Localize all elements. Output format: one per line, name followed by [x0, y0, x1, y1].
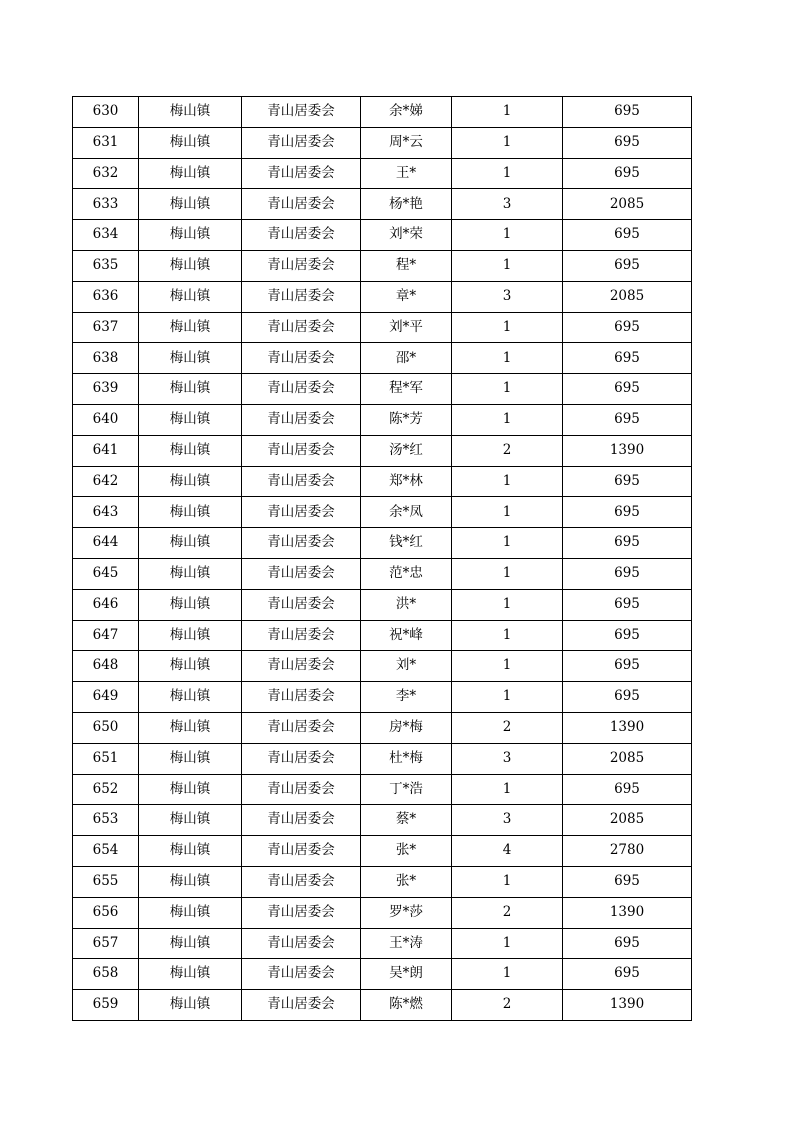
committee-cell: 青山居委会 — [242, 805, 361, 836]
amount-cell: 2780 — [563, 836, 692, 867]
name-cell: 陈*燃 — [361, 990, 452, 1021]
committee-cell: 青山居委会 — [242, 250, 361, 281]
serial-number-cell: 648 — [73, 651, 139, 682]
committee-cell: 青山居委会 — [242, 497, 361, 528]
name-cell: 张* — [361, 836, 452, 867]
amount-cell: 695 — [563, 404, 692, 435]
committee-cell: 青山居委会 — [242, 312, 361, 343]
town-cell: 梅山镇 — [139, 250, 242, 281]
committee-cell: 青山居委会 — [242, 189, 361, 220]
serial-number-cell: 658 — [73, 959, 139, 990]
committee-cell: 青山居委会 — [242, 435, 361, 466]
table-row — [73, 435, 692, 466]
serial-number-cell: 636 — [73, 281, 139, 312]
amount-cell: 695 — [563, 774, 692, 805]
table-row — [73, 466, 692, 497]
committee-cell: 青山居委会 — [242, 281, 361, 312]
amount-cell: 695 — [563, 651, 692, 682]
count-cell: 1 — [452, 866, 563, 897]
serial-number-cell: 652 — [73, 774, 139, 805]
count-cell: 1 — [452, 620, 563, 651]
committee-cell: 青山居委会 — [242, 466, 361, 497]
town-cell: 梅山镇 — [139, 220, 242, 251]
count-cell: 1 — [452, 127, 563, 158]
name-cell: 程* — [361, 250, 452, 281]
town-cell: 梅山镇 — [139, 528, 242, 559]
name-cell: 李* — [361, 682, 452, 713]
town-cell: 梅山镇 — [139, 281, 242, 312]
town-cell: 梅山镇 — [139, 805, 242, 836]
table-row — [73, 281, 692, 312]
serial-number-cell: 632 — [73, 158, 139, 189]
count-cell: 1 — [452, 374, 563, 405]
serial-number-cell: 639 — [73, 374, 139, 405]
committee-cell: 青山居委会 — [242, 158, 361, 189]
name-cell: 王* — [361, 158, 452, 189]
amount-cell: 1390 — [563, 435, 692, 466]
count-cell: 1 — [452, 651, 563, 682]
committee-cell: 青山居委会 — [242, 220, 361, 251]
serial-number-cell: 650 — [73, 712, 139, 743]
amount-cell: 2085 — [563, 805, 692, 836]
serial-number-cell: 638 — [73, 343, 139, 374]
town-cell: 梅山镇 — [139, 158, 242, 189]
committee-cell: 青山居委会 — [242, 866, 361, 897]
table-row — [73, 866, 692, 897]
serial-number-cell: 647 — [73, 620, 139, 651]
count-cell: 1 — [452, 250, 563, 281]
committee-cell: 青山居委会 — [242, 774, 361, 805]
serial-number-cell: 643 — [73, 497, 139, 528]
name-cell: 王*涛 — [361, 928, 452, 959]
amount-cell: 695 — [563, 866, 692, 897]
committee-cell: 青山居委会 — [242, 620, 361, 651]
amount-cell: 2085 — [563, 281, 692, 312]
serial-number-cell: 637 — [73, 312, 139, 343]
town-cell: 梅山镇 — [139, 928, 242, 959]
amount-cell: 695 — [563, 682, 692, 713]
amount-cell: 695 — [563, 466, 692, 497]
committee-cell: 青山居委会 — [242, 959, 361, 990]
name-cell: 章* — [361, 281, 452, 312]
town-cell: 梅山镇 — [139, 743, 242, 774]
name-cell: 钱*红 — [361, 528, 452, 559]
count-cell: 1 — [452, 466, 563, 497]
committee-cell: 青山居委会 — [242, 682, 361, 713]
count-cell: 1 — [452, 497, 563, 528]
serial-number-cell: 641 — [73, 435, 139, 466]
amount-cell: 695 — [563, 312, 692, 343]
count-cell: 1 — [452, 928, 563, 959]
count-cell: 2 — [452, 712, 563, 743]
amount-cell: 695 — [563, 343, 692, 374]
count-cell: 1 — [452, 312, 563, 343]
town-cell: 梅山镇 — [139, 651, 242, 682]
serial-number-cell: 645 — [73, 558, 139, 589]
town-cell: 梅山镇 — [139, 127, 242, 158]
count-cell: 1 — [452, 220, 563, 251]
count-cell: 1 — [452, 404, 563, 435]
table-row — [73, 558, 692, 589]
town-cell: 梅山镇 — [139, 774, 242, 805]
serial-number-cell: 631 — [73, 127, 139, 158]
name-cell: 蔡* — [361, 805, 452, 836]
amount-cell: 1390 — [563, 712, 692, 743]
table-row — [73, 343, 692, 374]
committee-cell: 青山居委会 — [242, 374, 361, 405]
committee-cell: 青山居委会 — [242, 558, 361, 589]
count-cell: 1 — [452, 682, 563, 713]
name-cell: 程*军 — [361, 374, 452, 405]
town-cell: 梅山镇 — [139, 712, 242, 743]
count-cell: 1 — [452, 158, 563, 189]
town-cell: 梅山镇 — [139, 589, 242, 620]
amount-cell: 695 — [563, 374, 692, 405]
table-row — [73, 743, 692, 774]
committee-cell: 青山居委会 — [242, 97, 361, 128]
table-row — [73, 589, 692, 620]
count-cell: 1 — [452, 343, 563, 374]
serial-number-cell: 656 — [73, 897, 139, 928]
table-row — [73, 682, 692, 713]
table-row — [73, 528, 692, 559]
committee-cell: 青山居委会 — [242, 127, 361, 158]
serial-number-cell: 635 — [73, 250, 139, 281]
committee-cell: 青山居委会 — [242, 343, 361, 374]
serial-number-cell: 651 — [73, 743, 139, 774]
serial-number-cell: 646 — [73, 589, 139, 620]
committee-cell: 青山居委会 — [242, 743, 361, 774]
table-row — [73, 189, 692, 220]
name-cell: 罗*莎 — [361, 897, 452, 928]
serial-number-cell: 644 — [73, 528, 139, 559]
name-cell: 郑*林 — [361, 466, 452, 497]
town-cell: 梅山镇 — [139, 374, 242, 405]
table-row — [73, 374, 692, 405]
amount-cell: 695 — [563, 528, 692, 559]
name-cell: 祝*峰 — [361, 620, 452, 651]
amount-cell: 1390 — [563, 990, 692, 1021]
name-cell: 周*云 — [361, 127, 452, 158]
table-row — [73, 127, 692, 158]
town-cell: 梅山镇 — [139, 866, 242, 897]
town-cell: 梅山镇 — [139, 836, 242, 867]
count-cell: 3 — [452, 805, 563, 836]
amount-cell: 2085 — [563, 189, 692, 220]
serial-number-cell: 640 — [73, 404, 139, 435]
committee-cell: 青山居委会 — [242, 712, 361, 743]
town-cell: 梅山镇 — [139, 312, 242, 343]
name-cell: 丁*浩 — [361, 774, 452, 805]
count-cell: 1 — [452, 959, 563, 990]
table-row — [73, 805, 692, 836]
count-cell: 1 — [452, 774, 563, 805]
name-cell: 刘*平 — [361, 312, 452, 343]
table-row — [73, 312, 692, 343]
serial-number-cell: 653 — [73, 805, 139, 836]
name-cell: 刘* — [361, 651, 452, 682]
town-cell: 梅山镇 — [139, 97, 242, 128]
name-cell: 杨*艳 — [361, 189, 452, 220]
name-cell: 杜*梅 — [361, 743, 452, 774]
amount-cell: 695 — [563, 959, 692, 990]
name-cell: 邵* — [361, 343, 452, 374]
amount-cell: 695 — [563, 620, 692, 651]
table-row — [73, 158, 692, 189]
table-row — [73, 220, 692, 251]
table-row — [73, 990, 692, 1021]
town-cell: 梅山镇 — [139, 682, 242, 713]
amount-cell: 695 — [563, 127, 692, 158]
table-row — [73, 404, 692, 435]
name-cell: 吴*朗 — [361, 959, 452, 990]
table-row — [73, 897, 692, 928]
name-cell: 陈*芳 — [361, 404, 452, 435]
table-row — [73, 836, 692, 867]
serial-number-cell: 659 — [73, 990, 139, 1021]
town-cell: 梅山镇 — [139, 404, 242, 435]
count-cell: 3 — [452, 743, 563, 774]
committee-cell: 青山居委会 — [242, 836, 361, 867]
table-row — [73, 712, 692, 743]
amount-cell: 695 — [563, 589, 692, 620]
table-row — [73, 651, 692, 682]
town-cell: 梅山镇 — [139, 620, 242, 651]
count-cell: 2 — [452, 435, 563, 466]
town-cell: 梅山镇 — [139, 343, 242, 374]
committee-cell: 青山居委会 — [242, 589, 361, 620]
serial-number-cell: 634 — [73, 220, 139, 251]
name-cell: 余*娣 — [361, 97, 452, 128]
table-row — [73, 97, 692, 128]
amount-cell: 1390 — [563, 897, 692, 928]
amount-cell: 695 — [563, 497, 692, 528]
town-cell: 梅山镇 — [139, 435, 242, 466]
records-table — [72, 96, 692, 1021]
count-cell: 4 — [452, 836, 563, 867]
table-row — [73, 620, 692, 651]
committee-cell: 青山居委会 — [242, 990, 361, 1021]
amount-cell: 695 — [563, 158, 692, 189]
town-cell: 梅山镇 — [139, 497, 242, 528]
count-cell: 1 — [452, 558, 563, 589]
count-cell: 2 — [452, 990, 563, 1021]
committee-cell: 青山居委会 — [242, 651, 361, 682]
town-cell: 梅山镇 — [139, 466, 242, 497]
amount-cell: 695 — [563, 558, 692, 589]
amount-cell: 695 — [563, 97, 692, 128]
name-cell: 范*忠 — [361, 558, 452, 589]
table-row — [73, 928, 692, 959]
town-cell: 梅山镇 — [139, 990, 242, 1021]
count-cell: 1 — [452, 589, 563, 620]
serial-number-cell: 655 — [73, 866, 139, 897]
table-row — [73, 959, 692, 990]
name-cell: 房*梅 — [361, 712, 452, 743]
name-cell: 张* — [361, 866, 452, 897]
count-cell: 2 — [452, 897, 563, 928]
committee-cell: 青山居委会 — [242, 928, 361, 959]
town-cell: 梅山镇 — [139, 959, 242, 990]
amount-cell: 695 — [563, 220, 692, 251]
serial-number-cell: 654 — [73, 836, 139, 867]
table-row — [73, 250, 692, 281]
committee-cell: 青山居委会 — [242, 528, 361, 559]
town-cell: 梅山镇 — [139, 897, 242, 928]
amount-cell: 2085 — [563, 743, 692, 774]
serial-number-cell: 633 — [73, 189, 139, 220]
serial-number-cell: 657 — [73, 928, 139, 959]
amount-cell: 695 — [563, 928, 692, 959]
serial-number-cell: 630 — [73, 97, 139, 128]
records-table-body — [73, 97, 692, 1021]
name-cell: 刘*荣 — [361, 220, 452, 251]
count-cell: 3 — [452, 189, 563, 220]
town-cell: 梅山镇 — [139, 189, 242, 220]
amount-cell: 695 — [563, 250, 692, 281]
name-cell: 余*凤 — [361, 497, 452, 528]
count-cell: 1 — [452, 528, 563, 559]
committee-cell: 青山居委会 — [242, 404, 361, 435]
name-cell: 汤*红 — [361, 435, 452, 466]
town-cell: 梅山镇 — [139, 558, 242, 589]
table-row — [73, 774, 692, 805]
count-cell: 1 — [452, 97, 563, 128]
table-row — [73, 497, 692, 528]
serial-number-cell: 642 — [73, 466, 139, 497]
serial-number-cell: 649 — [73, 682, 139, 713]
name-cell: 洪* — [361, 589, 452, 620]
committee-cell: 青山居委会 — [242, 897, 361, 928]
count-cell: 3 — [452, 281, 563, 312]
